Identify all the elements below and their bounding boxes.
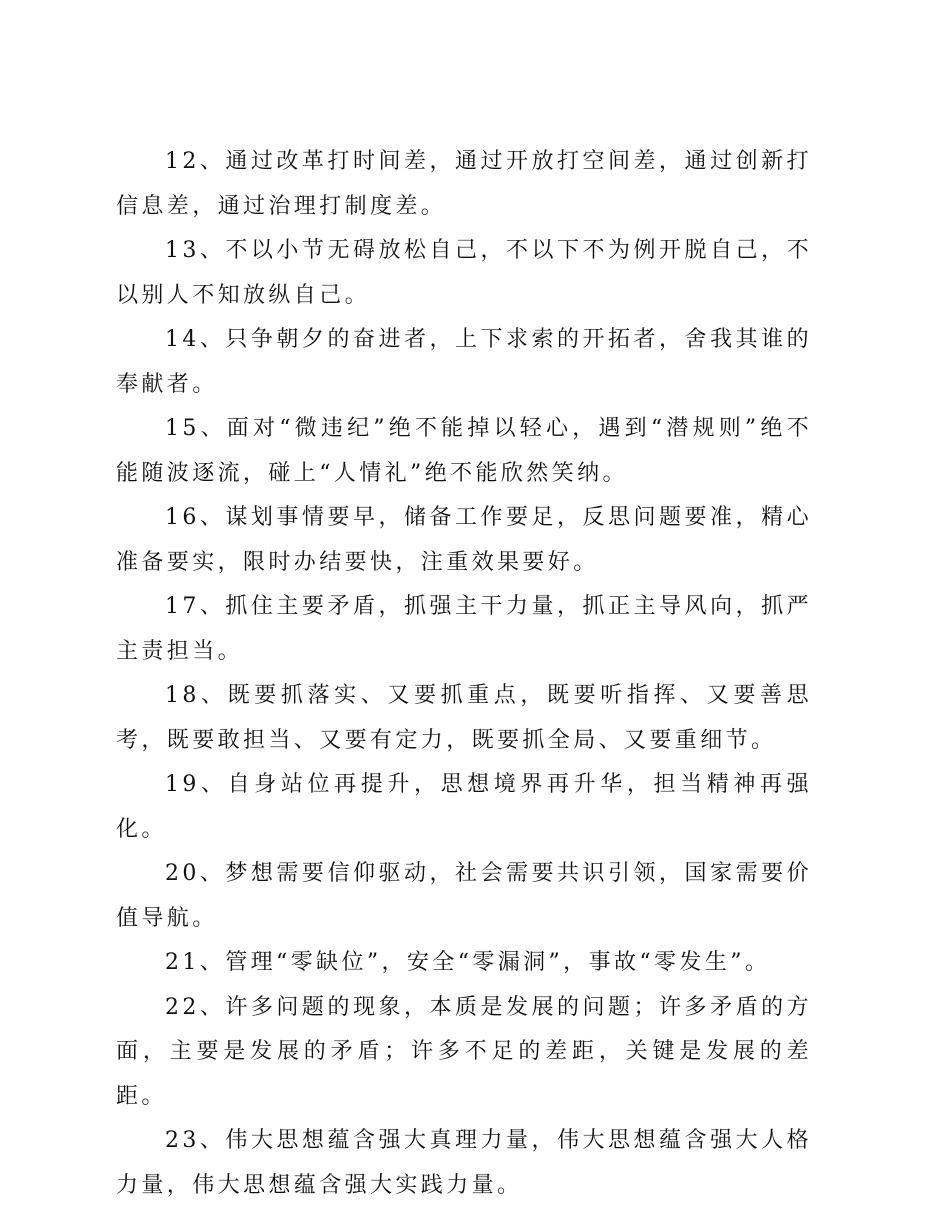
paragraph-19: 19、自身站位再提升，思想境界再升华，担当精神再强化。 [116,772,812,842]
paragraph-14: 14、只争朝夕的奋进者，上下求索的开拓者，舍我其谁的奉献者。 [116,327,812,397]
paragraph-23: 23、伟大思想蕴含强大真理力量，伟大思想蕴含强大人格力量，伟大思想蕴含强大实践力量。 [116,1128,812,1198]
paragraph-22: 22、许多问题的现象，本质是发展的问题；许多矛盾的方面，主要是发展的矛盾；许多不足的差距，关键是发展的差距。 [116,994,812,1109]
paragraph-20: 20、梦想需要信仰驱动，社会需要共识引领，国家需要价值导航。 [116,861,812,931]
document-body [116,140,812,1208]
paragraph-16: 16、谋划事情要早，储备工作要足，反思问题要准，精心准备要实，限时办结要快，注重效果要好。 [116,505,812,575]
paragraph-13: 13、不以小节无碍放松自己，不以下不为例开脱自己，不以别人不知放纵自己。 [116,238,812,308]
paragraph-21: 21、管理“零缺位”，安全“零漏洞”，事故“零发生”。 [165,950,771,975]
paragraph-15: 15、面对“微违纪”绝不能掉以轻心，遇到“潜规则”绝不能随波逐流，碰上“人情礼”绝不能欣然笑纳。 [116,416,812,486]
paragraph-17: 17、抓住主要矛盾，抓强主干力量，抓正主导风向，抓严主责担当。 [116,594,812,664]
paragraph-18: 18、既要抓落实、又要抓重点，既要听指挥、又要善思考，既要敢担当、又要有定力，既要抓全局、又要重细节。 [116,683,812,753]
paragraph-12: 12、通过改革打时间差，通过开放打空间差，通过创新打信息差，通过治理打制度差。 [116,149,812,219]
